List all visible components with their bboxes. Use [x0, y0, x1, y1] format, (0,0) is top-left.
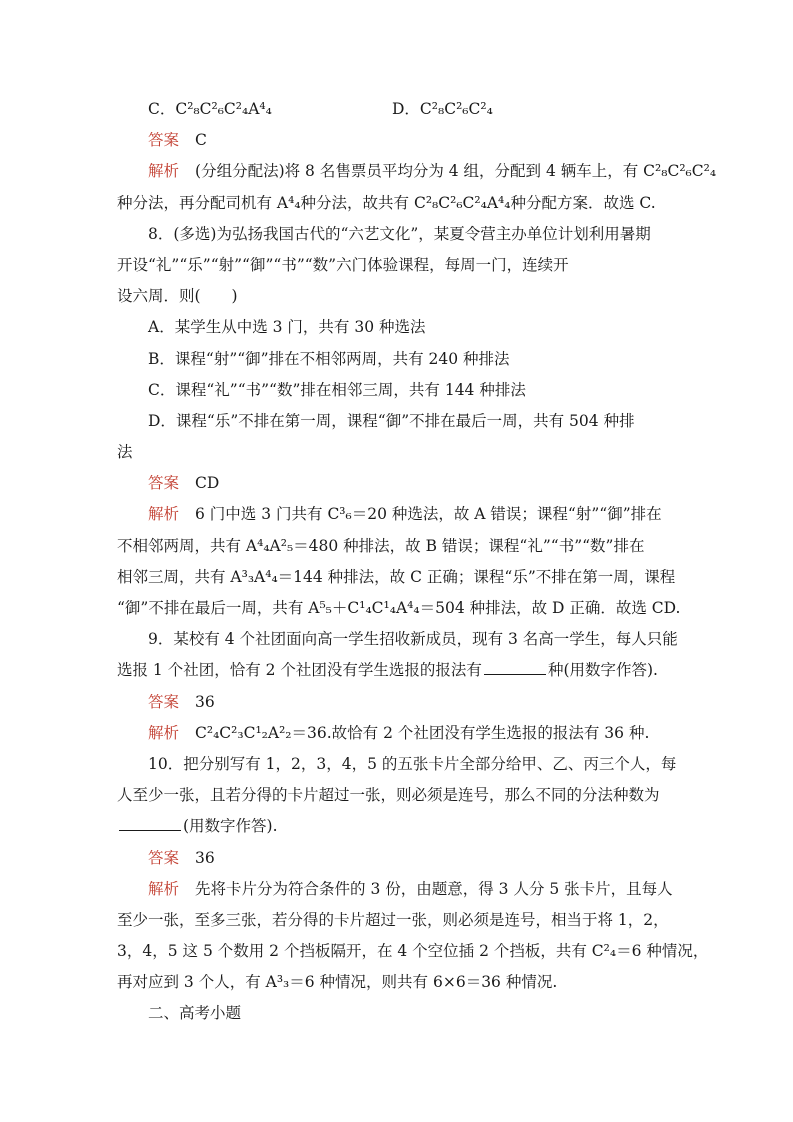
q8-stem-line: 开设“礼”“乐”“射”“御”“书”“数”六门体验课程，每周一门，连续开 [117, 255, 569, 274]
answer-label: 答案 [148, 848, 180, 867]
analysis-text: 6 门中选 3 门共有 C³₆＝20 种选法，故 A 错误；课程“射”“御”排在 [195, 505, 662, 524]
q9-analysis-line [117, 718, 677, 749]
analysis-text: 先将卡片分为符合条件的 3 份，由题意，得 3 人分 5 张卡片，且每人 [195, 879, 673, 898]
analysis-label: 解析 [148, 879, 180, 898]
analysis-label: 解析 [148, 505, 180, 524]
q10-analysis-line: 再对应到 3 个人，有 A³₃＝6 种情况，则共有 6×6＝36 种情况. [117, 973, 558, 992]
q7-option-c: C．C²₈C²₆C²₄A⁴₄ [148, 100, 272, 118]
q9-stem-text: 选报 1 个社团，恰有 2 个社团没有学生选报的报法有 [117, 661, 482, 680]
q8-option-c: C．课程“礼”“书”“数”排在相邻三周，共有 144 种排法 [148, 380, 526, 399]
answer-value: C [195, 131, 207, 150]
q7-options-cd [117, 94, 677, 125]
document-body [117, 94, 717, 1030]
answer-label: 答案 [148, 474, 180, 493]
q10-analysis-line [117, 874, 677, 905]
q8-stem-line: 设六周．则( ) [117, 287, 238, 306]
analysis-text: (分组分配法)将 8 名售票员平均分为 4 组，分配到 4 辆车上，有 C²₈C²₆C²₄ [195, 162, 717, 181]
q8-option-a: A．某学生从中选 3 门，共有 30 种选法 [148, 318, 426, 337]
q8-answer [117, 468, 677, 499]
analysis-label: 解析 [148, 723, 180, 742]
q8-option-b: B．课程“射”“御”排在不相邻两周，共有 240 种排法 [148, 349, 510, 368]
answer-blank [484, 660, 546, 675]
q10-answer [117, 843, 677, 874]
q7-answer [117, 125, 677, 156]
q7-analysis-line: 种分法，再分配司机有 A⁴₄种分法，故共有 C²₈C²₆C²₄A⁴₄种分配方案．故选 C. [117, 193, 656, 212]
q10-analysis-line: 至少一张，至多三张，若分得的卡片超过一张，则必须是连号，相当于将 1，2， [117, 910, 669, 929]
q9-stem-line [117, 655, 677, 686]
q7-option-d: D．C²₈C²₆C²₄ [392, 100, 493, 118]
q9-stem-line: 9．某校有 4 个社团面向高一学生招收新成员，现有 3 名高一学生，每人只能 [148, 630, 678, 649]
q8-option-d: D．课程“乐”不排在第一周，课程“御”不排在最后一周，共有 504 种排 [148, 411, 635, 430]
analysis-text: C²₄C²₃C¹₂A²₂＝36.故恰有 2 个社团没有学生选报的报法有 36 种. [195, 723, 650, 742]
q10-stem-text: (用数字作答). [183, 817, 278, 836]
q8-option-d-cont: 法 [117, 443, 133, 462]
answer-label: 答案 [148, 131, 180, 150]
q10-analysis-line: 3，4，5 这 5 个数用 2 个挡板隔开，在 4 个空位插 2 个挡板，共有 C²₄＝6 种情况， [117, 942, 709, 961]
q9-answer [117, 687, 677, 718]
q8-analysis-line: “御”不排在最后一周，共有 A⁵₅＋C¹₄C¹₄A⁴₄＝504 种排法，故 D 正确．故选 CD. [117, 599, 681, 617]
q8-analysis-line: 相邻三周，共有 A³₃A⁴₄＝144 种排法，故 C 正确；课程“乐”不排在第一周，课程 [117, 567, 676, 586]
q8-stem-line: 8．(多选)为弘扬我国古代的“六艺文化”，某夏令营主办单位计划利用暑期 [148, 224, 651, 243]
q10-stem-line [117, 811, 677, 842]
q7-analysis-line [117, 156, 717, 187]
answer-blank [119, 816, 181, 831]
section-heading: 二、高考小题 [148, 1004, 242, 1023]
answer-value: 36 [195, 692, 215, 711]
answer-value: CD [195, 474, 220, 493]
analysis-label: 解析 [148, 162, 180, 181]
q8-analysis-line [117, 499, 677, 530]
answer-value: 36 [195, 848, 215, 867]
q10-stem-line: 人至少一张，且若分得的卡片超过一张，则必须是连号，那么不同的分法种数为 [117, 786, 660, 805]
q10-stem-line: 10．把分别写有 1，2，3，4，5 的五张卡片全部分给甲、乙、丙三个人，每 [148, 754, 677, 773]
answer-label: 答案 [148, 692, 180, 711]
q8-analysis-line: 不相邻两周，共有 A⁴₄A²₅＝480 种排法，故 B 错误；课程“礼”“书”“数”排在 [117, 536, 645, 555]
q9-stem-text: 种(用数字作答). [547, 661, 658, 680]
